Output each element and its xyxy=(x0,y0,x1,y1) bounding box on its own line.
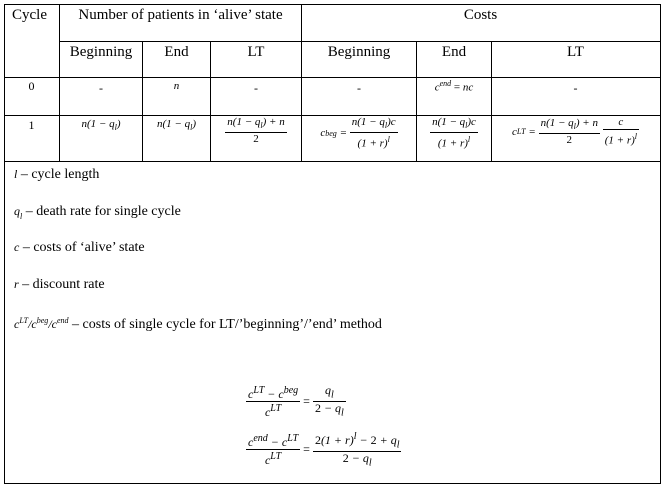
row1-patients-beginning: $n(1 - q_l)$ xyxy=(81,118,121,133)
header-costs-end: End xyxy=(441,44,467,60)
legend-alive-costs: c – costs of ‘alive’ state xyxy=(14,240,145,255)
header-cycle: Cycle xyxy=(12,7,47,23)
header-patients-beginning: Beginning xyxy=(69,44,133,60)
equation-end-vs-lt: $\frac{c^{end} - c^{LT}}{c^{LT}}$ = $\frac{2(1 + r)^l - 2 + q_l}{2 - q_l}$ xyxy=(248,431,400,469)
row-divider-1 xyxy=(4,77,660,78)
row1-cycle: 1 xyxy=(28,118,35,132)
row1-costs-end: $\frac{n(1 - q_l)c}{(1 + r)^l}$ xyxy=(432,116,476,150)
row1-patients-lt: $\frac{n(1 - q_l) + n}{2}$ xyxy=(227,116,285,146)
header-costs-beginning: Beginning xyxy=(327,44,391,60)
legend-discount-rate: r – discount rate xyxy=(14,277,105,292)
row0-patients-beginning: - xyxy=(99,81,103,95)
header-patients-end: End xyxy=(164,44,189,60)
header-costs-group: Costs xyxy=(463,7,498,23)
row0-costs-lt: - xyxy=(573,81,578,95)
header-divider xyxy=(59,41,660,42)
row0-costs-beginning: - xyxy=(357,81,361,95)
legend-cycle-costs: $c^{LT}/c^{beg}/c^{end}$ – costs of single cycle for LT/’beginning’/’end’ method xyxy=(14,316,382,332)
legend-death-rate: $q_l$ – death rate for single cycle xyxy=(14,204,181,221)
row0-costs-end: $c^{end}$ = nc xyxy=(434,79,474,94)
row0-patients-end: n xyxy=(173,80,180,92)
row0-patients-lt: - xyxy=(254,81,258,95)
row0-cycle: 0 xyxy=(28,79,35,93)
header-patients-group: Number of patients in ‘alive’ state xyxy=(78,7,283,23)
header-patients-lt: LT xyxy=(247,44,265,60)
row1-patients-end: $n(1 - q_l)$ xyxy=(157,118,196,133)
row1-costs-lt: c LT = $\frac{n(1 - q_l) + n}{2}$ $\frac{c}{(1 + r)^l}$ xyxy=(511,116,637,147)
header-costs-lt: LT xyxy=(567,44,584,60)
legend-cycle-length: l – cycle length xyxy=(14,167,100,182)
row-divider-3 xyxy=(4,161,660,162)
row1-costs-beginning: c beg = $\frac{n(1 - q_l)c}{(1 + r)^l}$ xyxy=(320,116,396,150)
equation-lt-vs-beg: $\frac{c^{LT} - c^{beg}}{c^{LT}}$ = $\frac{q_l}{2 - q_l}$ xyxy=(248,383,344,420)
